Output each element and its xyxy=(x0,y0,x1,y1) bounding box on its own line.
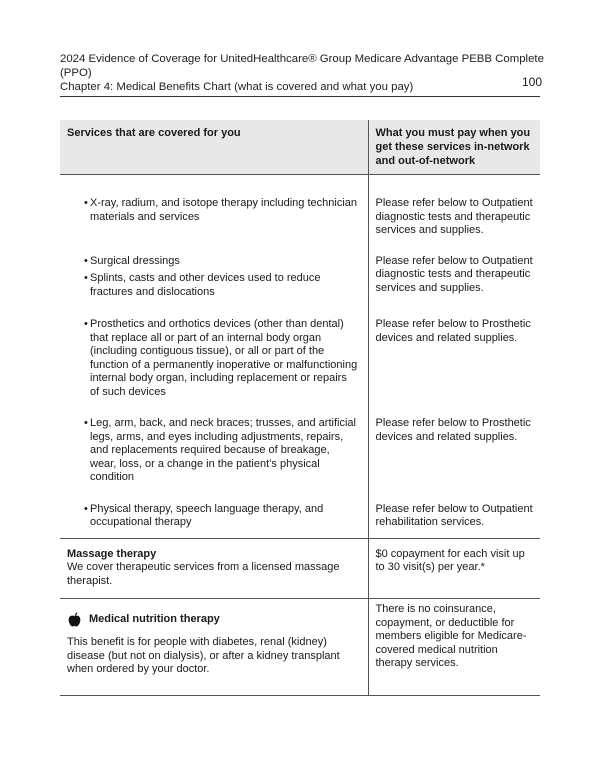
bullet-item xyxy=(60,197,368,224)
bullet-dot: • xyxy=(84,272,88,284)
bullet-text: Prosthetics and orthotics devices (other than dental) that replace all or part of an internal body organ (including contiguous tissue), or all or part of the function of a permanently inoperative or malfunctioning internal body organ, including replacement or repairs of such devices xyxy=(90,318,358,398)
table-row xyxy=(60,175,540,238)
bullet-text: Splints, casts and other devices used to reduce fractures and dislocations xyxy=(90,272,321,298)
table-row xyxy=(60,399,540,485)
bullet-text: X-ray, radium, and isotope therapy including technician materials and services xyxy=(90,197,358,223)
massage-therapy-payment: $0 copayment for each visit up to 30 visit(s) per year.* xyxy=(375,547,525,573)
payment-text: Please refer below to Prosthetic devices and related supplies. xyxy=(375,417,531,443)
table-row xyxy=(60,485,540,539)
page-number: 100 xyxy=(521,75,542,89)
column-header-services: Services that are covered for you xyxy=(60,120,368,175)
bullet-dot: • xyxy=(84,318,88,330)
massage-therapy-description: We cover therapeutic services from a licensed massage therapist. xyxy=(67,561,340,587)
header-chapter-title: Chapter 4: Medical Benefits Chart (what is covered and what you pay) xyxy=(60,81,414,93)
massage-therapy-row xyxy=(60,538,540,599)
payment-text: Please refer below to Outpatient diagnostic tests and therapeutic services and supplies. xyxy=(375,197,533,236)
bullet-text: Surgical dressings xyxy=(90,254,180,267)
header-document-title: 2024 Evidence of Coverage for UnitedHealthcare® Group Medicare Advantage PEBB Complete xyxy=(60,53,544,65)
nutrition-therapy-title: Medical nutrition therapy xyxy=(89,612,220,625)
bullet-dot: • xyxy=(84,502,88,515)
bullet-text: Leg, arm, back, and neck braces; trusses, and artificial legs, arms, and eyes including adjustments, repairs, and replacements required because of breakage, wear, loss, or a change in the patient’s physical condition xyxy=(90,417,356,483)
bullet-item xyxy=(60,255,368,269)
payment-text: Please refer below to Outpatient diagnostic tests and therapeutic services and supplies. xyxy=(375,254,533,294)
bullet-item xyxy=(60,318,368,399)
bullet-item xyxy=(60,503,368,530)
nutrition-title-row xyxy=(67,612,358,627)
massage-therapy-title: Massage therapy xyxy=(67,547,157,560)
apple-icon xyxy=(68,612,81,627)
nutrition-therapy-row xyxy=(60,599,540,696)
payment-text: Please refer below to Outpatient rehabilitation services. xyxy=(375,502,533,528)
table-row xyxy=(60,238,540,300)
payment-text: Please refer below to Prosthetic devices and related supplies. xyxy=(375,318,531,344)
benefits-table xyxy=(60,120,540,696)
nutrition-therapy-payment: There is no coinsurance, copayment, or deductible for members eligible for Medicare-covered medical nutrition therapy services. xyxy=(375,603,527,669)
bullet-dot: • xyxy=(84,197,88,209)
bullet-item xyxy=(60,417,368,485)
bullet-dot: • xyxy=(84,417,88,429)
table-header-row xyxy=(60,120,540,175)
header-plan-type: (PPO) xyxy=(60,67,92,79)
table-row xyxy=(60,299,540,399)
header-divider xyxy=(60,96,540,97)
bullet-dot: • xyxy=(84,254,88,267)
bullet-text: Physical therapy, speech language therapy, and occupational therapy xyxy=(90,502,324,528)
bullet-item xyxy=(60,272,368,299)
column-header-payment: What you must pay when you get these services in-network and out-of-network xyxy=(368,120,540,175)
page-header xyxy=(60,52,544,94)
nutrition-therapy-description: This benefit is for people with diabetes, renal (kidney) disease (but not on dialysis), or after a kidney transplant when ordered by your doctor. xyxy=(67,636,340,675)
